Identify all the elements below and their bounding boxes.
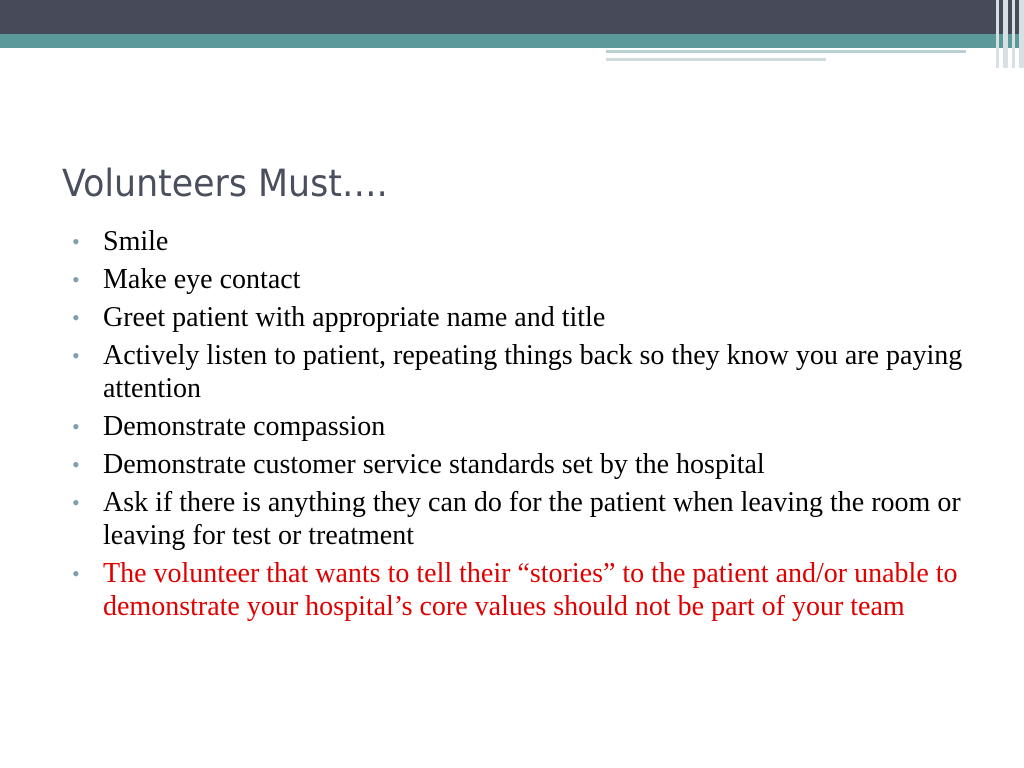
bullet-dot-icon: • bbox=[72, 229, 80, 254]
bullet-item bbox=[72, 263, 972, 296]
bullet-text: Make eye contact bbox=[103, 264, 301, 295]
bullet-dot-icon: • bbox=[72, 343, 80, 368]
bullet-dot-icon: • bbox=[72, 267, 80, 292]
bullet-item-highlight bbox=[72, 557, 972, 623]
header-accent-line-2 bbox=[606, 58, 826, 61]
slide-title: Volunteers Must…. bbox=[62, 162, 388, 205]
bullet-dot-icon: • bbox=[72, 490, 80, 515]
bullet-text: Smile bbox=[103, 226, 169, 257]
bullet-dot-icon: • bbox=[72, 305, 80, 330]
bullet-item bbox=[72, 225, 972, 258]
bullet-dot-icon: • bbox=[72, 414, 80, 439]
bullet-item bbox=[72, 486, 972, 552]
header-band-dark bbox=[0, 0, 1024, 34]
bullet-text: Actively listen to patient, repeating things back so they know you are paying attention bbox=[103, 340, 963, 404]
header-accent-line bbox=[606, 50, 966, 53]
bullet-text: Ask if there is anything they can do for the patient when leaving the room or leaving for test or treatment bbox=[103, 487, 961, 551]
bullet-text: Demonstrate customer service standards set by the hospital bbox=[103, 449, 765, 480]
bullet-list bbox=[72, 225, 972, 628]
bullet-item bbox=[72, 301, 972, 334]
bullet-dot-icon: • bbox=[72, 561, 80, 586]
bullet-text: Demonstrate compassion bbox=[103, 411, 386, 442]
bullet-item bbox=[72, 339, 972, 405]
bullet-item bbox=[72, 448, 972, 481]
bullet-text: The volunteer that wants to tell their “stories” to the patient and/or unable to demonstrate your hospital’s core values should not be part of your team bbox=[103, 558, 958, 622]
bullet-text: Greet patient with appropriate name and title bbox=[103, 302, 606, 333]
bullet-dot-icon: • bbox=[72, 452, 80, 477]
header-band-teal bbox=[0, 34, 1024, 48]
header-vertical-stripes bbox=[994, 0, 1024, 68]
bullet-item bbox=[72, 410, 972, 443]
